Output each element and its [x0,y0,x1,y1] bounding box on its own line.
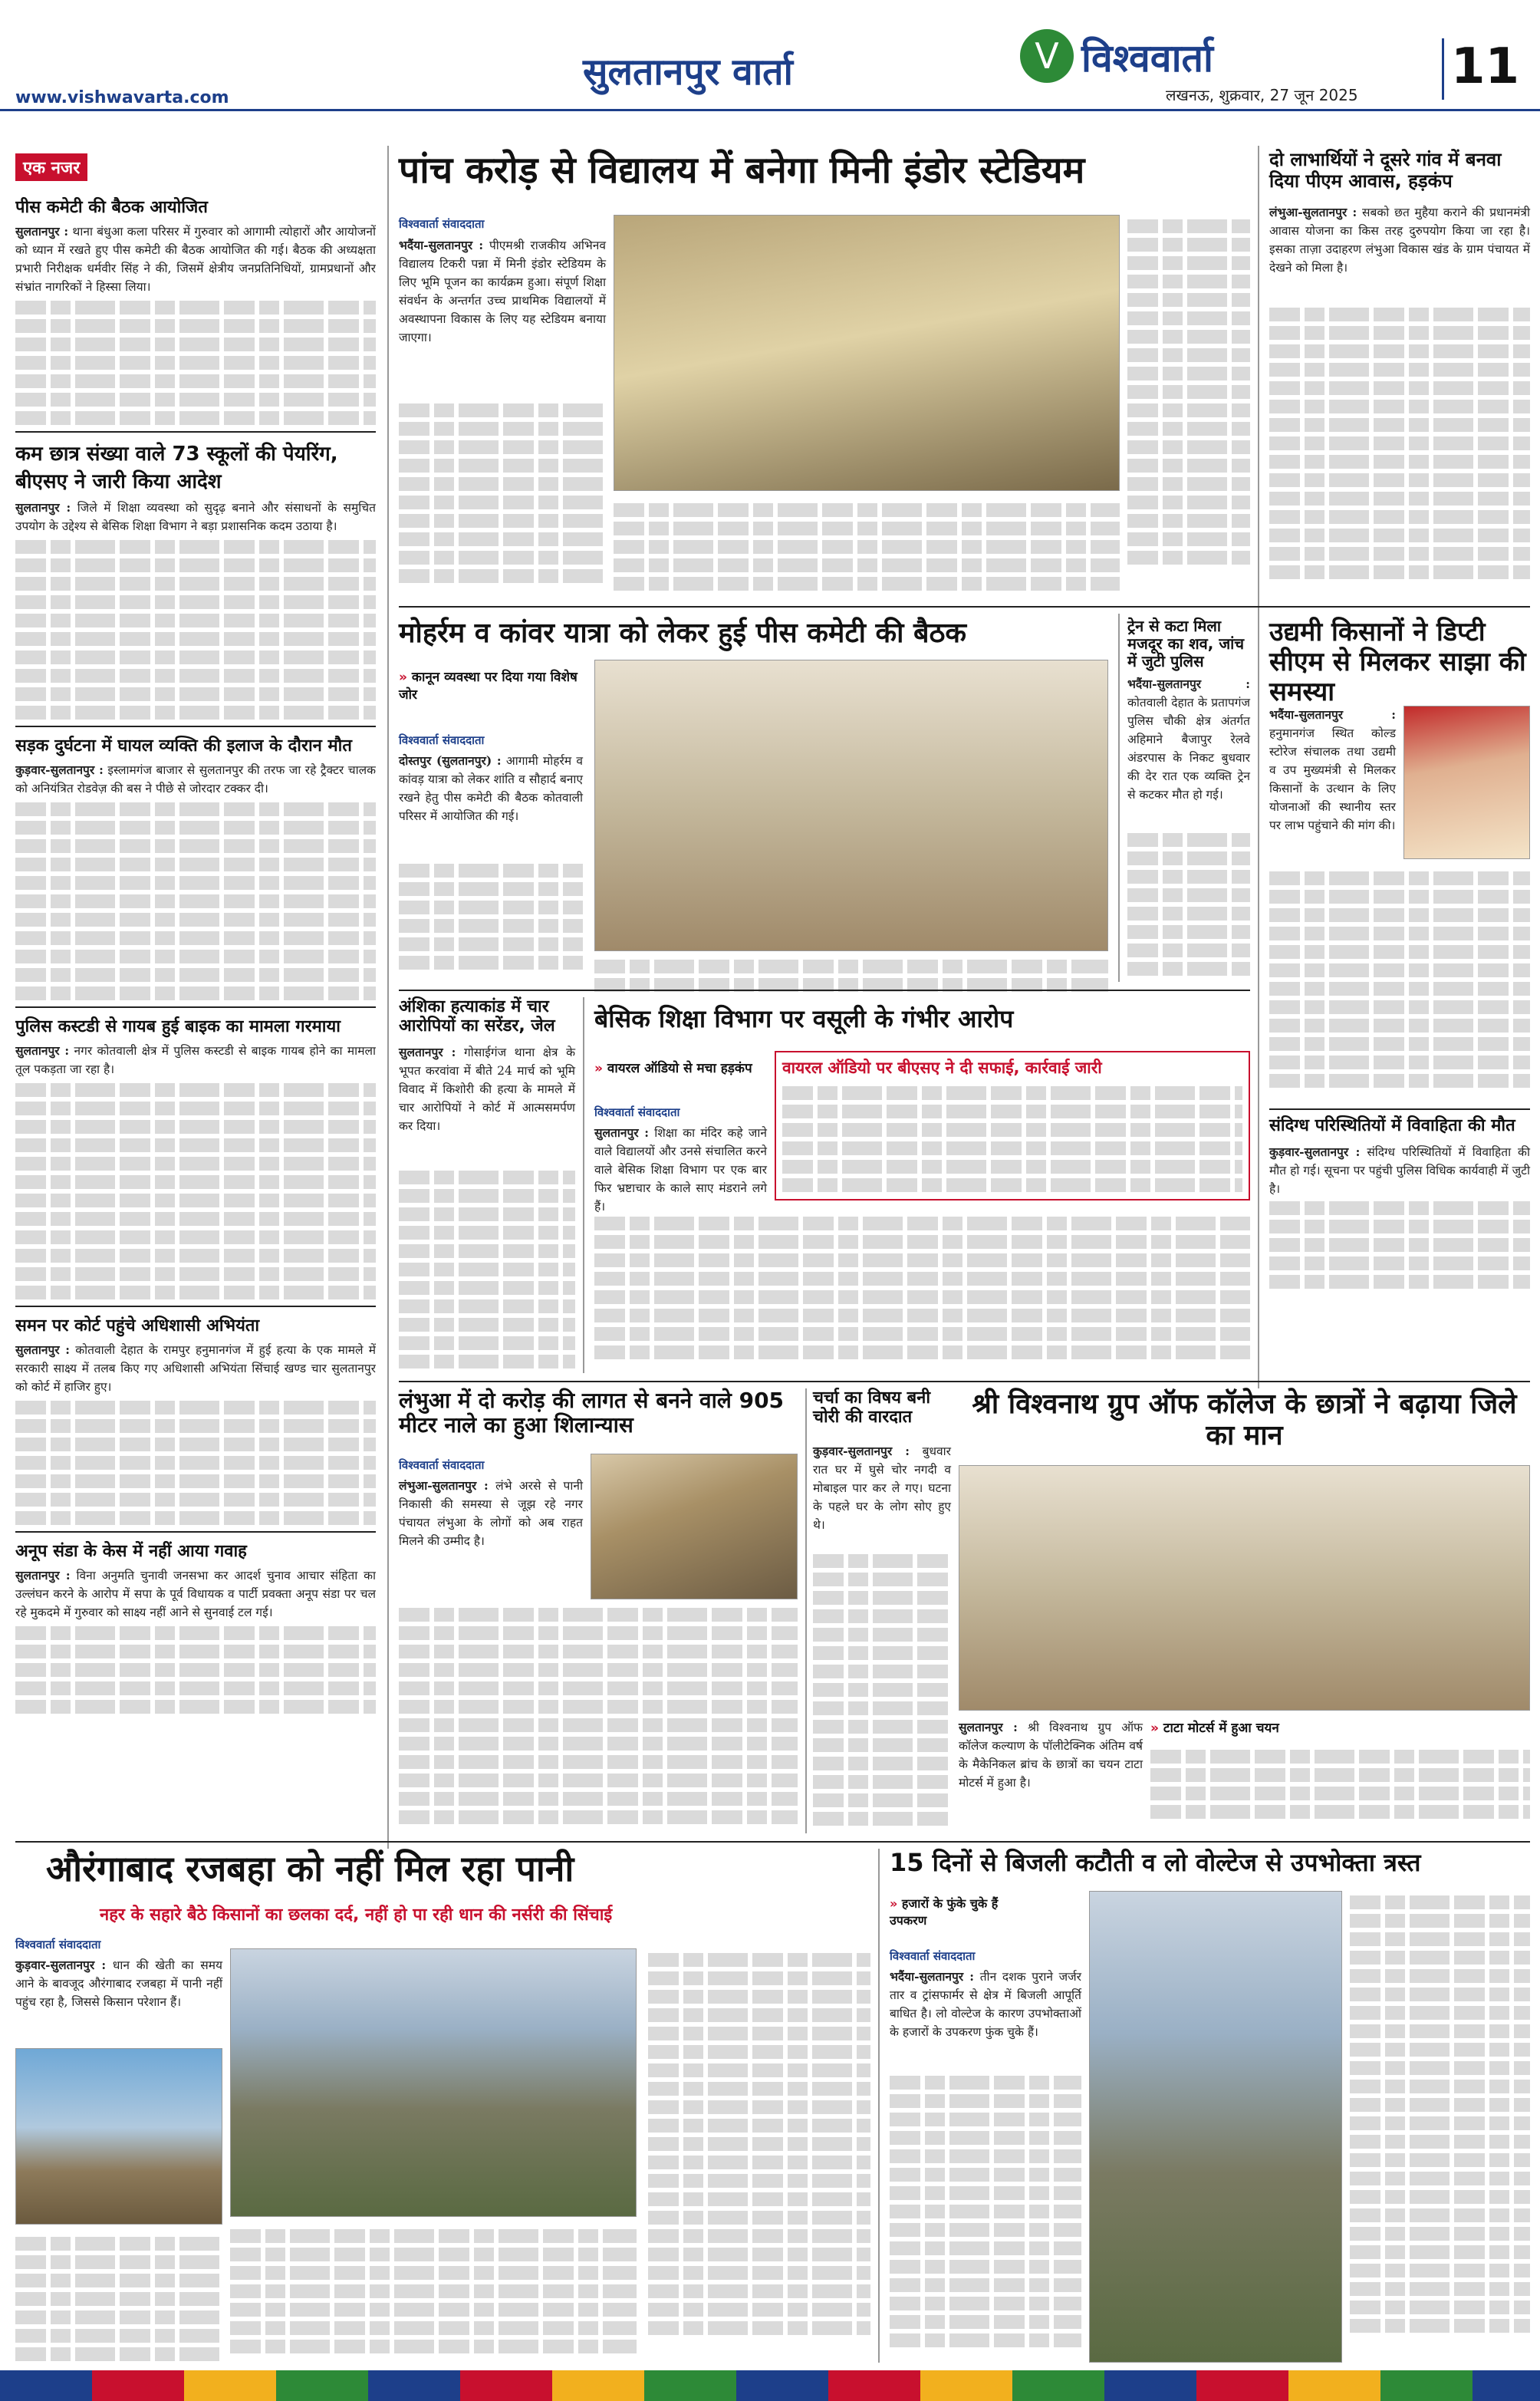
top-story-text [399,236,606,347]
college-lead: सुलतानपुर : [959,1720,1018,1734]
ashika-headline[interactable]: अंशिका हत्याकांड में चार आरोपियों का सरेंडर, जेल [399,997,555,1036]
brief-item [15,1014,376,1299]
brief-text: विना अनुमति चुनावी जनसभा कर आदर्श चुनाव आचार संहिता का उल्लंघन करने के आरोप में सपा के पूर्व विधायक व पार्टी प्रवक्ता अनूप संडा पर चल रहे मुकदमे में गुरुवार को साक्ष्य नहीं आने से सुनवाई टल गई। [15,1569,376,1620]
section-title: सुलतानपुर वार्ता [583,51,793,94]
text-filler [1150,1745,1530,1833]
text-filler [15,301,376,425]
dry-canal-photo [230,1948,637,2217]
basic-shiksha-byline: विश्ववार्ता संवाददाता [594,1105,680,1119]
aurangabad-lead: कुड़वार-सुलतानपुर : [15,1958,107,1972]
brief-item [15,439,376,720]
shilanyas-ceremony-photo [591,1454,798,1599]
muharram-headline[interactable]: मोहर्रम व कांवर यात्रा को लेकर हुई पीस कमेटी की बैठक [399,618,967,649]
rajbaha-canal-photo [15,2048,222,2225]
lambhua-byline: विश्ववार्ता संवाददाता [399,1458,485,1472]
text-filler [1350,1891,1530,2363]
ek-nazar-column [15,153,376,1841]
lambhua-headline[interactable]: लंभुआ में दो करोड़ की लागत से बनने वाले 905 मीटर नाले का हुआ शिलान्यास [399,1388,785,1438]
brand-logo-icon: V [1020,29,1074,83]
ashika-body: गोसाईगंज थाना क्षेत्र के भूपत करवांवा में बीते 24 मार्च को भूमि विवाद में किशोरी की हत्या के मामले में चार आरोपियों ने कोर्ट में आत्मसमर्पण कर दिया। [399,1046,575,1134]
muharram-lead: दोस्तपुर (सुलतानपुर) : [399,753,502,768]
text-filler [230,2225,637,2363]
text-filler [1127,215,1250,598]
muharram-body: आगामी मोहर्रम व कांवड़ यात्रा को लेकर शांति व सौहार्द बनाए रखने हेतु पीस कमेटी की बैठक कोतवाली परिसर में आयोजित की गई। [399,754,583,824]
brief-item [15,1539,376,1714]
brief-lead: सुलतानपुर : [15,224,69,239]
viral-audio-box-title: वायरल ऑडियो पर बीएसए ने दी सफाई, कार्रवाई जारी [782,1059,1102,1077]
brief-title: समन पर कोर्ट पहुंचे अधिशासी अभियंता [15,1316,260,1336]
text-filler [1269,1197,1530,1296]
brief-item [15,1313,376,1525]
text-filler [15,1626,376,1714]
pm-awas-headline[interactable]: दो लाभार्थियों ने दूसरे गांव में बनवा दिया पीएम आवास, हड़कंप [1269,149,1502,192]
power-text [890,1968,1081,2041]
brief-text: इस्लामगंज बाजार से सुलतानपुर की तरफ जा रहे ट्रैक्टर चालक को अनियंत्रित रोडवेज़ की बस ने पीछे से जोरदार टक्कर दी। [15,763,376,796]
aurangabad-byline: विश्ववार्ता संवाददाता [15,1938,101,1951]
ek-nazar-tag: एक नजर [15,153,87,181]
farmers-headline[interactable]: उद्यमी किसानों ने डिप्टी सीएम से मिलकर साझा की समस्या [1269,617,1526,708]
site-url[interactable]: www.vishwavarta.com [15,88,229,107]
basic-shiksha-tag [594,1059,763,1076]
basic-shiksha-text [594,1124,767,1216]
power-lead: भदैंया-सुलतानपुर : [890,1969,975,1984]
brief-item [15,195,376,425]
power-line-field-photo [1089,1891,1342,2363]
brief-lead: सुलतानपुर : [15,500,71,515]
brief-text: नगर कोतवाली क्षेत्र में पुलिस कस्टडी से बाइक गायब होने का मामला तूल पकड़ता जा रहा है। [15,1044,376,1077]
text-filler [594,1212,1250,1373]
brief-title: सड़क दुर्घटना में घायल व्यक्ति की इलाज के दौरान मौत [15,736,352,756]
power-body: तीन दशक पुराने जर्जर तार व ट्रांसफार्मर से क्षेत्र में बिजली आपूर्ति बाधित है। लो वोल्टेज के कारण उपभोक्ताओं के हजारों के उपकरण फुंक चुके हैं। [890,1970,1081,2040]
text-filler [594,955,1108,993]
muharram-byline: विश्ववार्ता संवाददाता [399,733,485,747]
ashika-lead: सुलतानपुर : [399,1045,456,1059]
text-filler [15,802,376,1000]
brief-title: पीस कमेटी की बैठक आयोजित [15,198,208,217]
pm-awas-text [1269,203,1530,277]
suspicious-death-headline[interactable]: संदिग्ध परिस्थितियों में विवाहिता की मौत [1269,1116,1515,1135]
text-filler [1269,303,1530,594]
theft-body: बुधवार रात घर में घुसे चोर नगदी व मोबाइल पार कर ले गए। घटना के पहले घर के लोग सोए हुए थे। [813,1444,951,1533]
top-story-headline[interactable]: पांच करोड़ से विद्यालय में बनेगा मिनी इंडोर स्टेडियम [399,149,1085,192]
text-filler [399,859,583,974]
basic-shiksha-headline[interactable]: बेसिक शिक्षा विभाग पर वसूली के गंभीर आरोप [594,1004,1014,1033]
basic-shiksha-lead: सुलतानपुर : [594,1125,650,1140]
suspicious-death-body: संदिग्ध परिस्थितियों में विवाहिता की मौत हो गई। सूचना पर पहुंची पुलिस विधिक कार्यवाही में जुटी है। [1269,1145,1530,1197]
brief-title: अनूप संडा के केस में नहीं आया गवाह [15,1542,247,1562]
text-filler [890,2071,1081,2363]
text-filler [15,2232,222,2363]
college-tag-text: टाटा मोटर्स में हुआ चयन [1163,1721,1279,1736]
suspicious-death-text [1269,1143,1530,1198]
muharram-text [399,752,583,825]
top-story-byline: विश्ववार्ता संवाददाता [399,217,485,231]
aurangabad-headline[interactable]: औरंगाबाद रजबहा को नहीं मिल रहा पानी [46,1848,574,1889]
brief-item [15,733,376,1000]
deputy-cm-meeting-photo [1403,706,1530,859]
brief-title: पुलिस कस्टडी से गायब हुई बाइक का मामला गरमाया [15,1017,341,1037]
college-headline[interactable]: श्री विश्वनाथ ग्रुप ऑफ कॉलेज के छात्रों ने बढ़ाया जिले का मान [972,1388,1517,1452]
text-filler [15,1083,376,1299]
text-filler [399,1603,798,1833]
theft-text [813,1442,951,1534]
text-filler [15,1401,376,1525]
text-filler [399,399,606,591]
text-filler [782,1082,1242,1197]
peace-committee-meeting-photo [594,660,1108,951]
text-filler [614,499,1120,598]
stadium-bhoomi-pujan-photo [614,215,1120,491]
power-tag-text: हजारों के फुंके चुके हैं उपकरण [890,1896,999,1928]
basic-shiksha-tag-text: वायरल ऑडियो से मचा हड़कंप [607,1061,752,1076]
arrow-icon: » [399,670,407,685]
text-filler [1269,867,1530,1097]
train-lead: भदैंया-सुलतानपुर : [1127,677,1250,691]
train-body: कोतवाली देहात के प्रतापगंज पुलिस चौकी क्षेत्र अंतर्गत अहिमाने बैजापुर रेलवे अंडरपास के निकट बुधवार की देर रात एक व्यक्ति ट्रेन से कटकर मौत हो गई। [1127,696,1250,802]
muharram-tag-text: कानून व्यवस्था पर दिया गया विशेष जोर [399,670,578,703]
farmers-lead: भदैंया-सुलतानपुर : [1269,707,1396,722]
brief-text: थाना बंधुआ कला परिसर में गुरुवार को आगामी त्योहारों और आयोजनों को ध्यान में रखते हुए पीस कमेटी की बैठक आयोजित की गई। बैठक की अध्यक्षता प्रभारी निरीक्षक धर्मवीर सिंह ने की, जिसमें क्षेत्रीय जनप्रतिनिधियों, ग्रामप्रधानों और संभ्रांत नागरिकों ने हिस्सा लिया। [15,225,376,295]
theft-lead: कुड़वार-सुलतानपुर : [813,1444,910,1458]
arrow-icon: » [594,1061,603,1076]
text-filler [15,540,376,720]
arrow-icon: » [1150,1721,1159,1736]
top-story-lead: भदैंया-सुलतानपुर : [399,238,484,252]
arrow-icon: » [890,1896,898,1911]
text-filler [399,1166,575,1373]
pm-awas-lead: लंभुआ-सुलतानपुर : [1269,205,1357,219]
basic-shiksha-body: शिक्षा का मंदिर कहे जाने वाले विद्यालयों और उनसे संचालित करने वाले बेसिक शिक्षा विभाग पर एक बार फिर भ्रष्टाचार के काले साए मंडराने लगे हैं। [594,1126,767,1214]
color-registration-strip [0,2370,1540,2401]
page-number: 11 [1442,38,1526,100]
college-body: श्री विश्वनाथ ग्रुप ऑफ कॉलेज कल्याण के पॉलीटेक्निक अंतिम वर्ष के मैकेनिकल ब्रांच के छात्रों का चयन टाटा मोटर्स में हुआ है। [959,1721,1143,1790]
brief-text: जिले में शिक्षा व्यवस्था को सुदृढ़ बनाने और संसाधनों के समुचित उपयोग के उद्देश्य से बेसिक शिक्षा विभाग ने बड़ा प्रशासनिक कदम उठाया है। [15,501,376,534]
power-byline: विश्ववार्ता संवाददाता [890,1949,976,1963]
brief-title: कम छात्र संख्या वाले 73 स्कूलों की पेयरिंग, बीएसए ने जारी किया आदेश [15,443,338,494]
power-tag [890,1895,1020,1928]
aurangabad-subheadline: नहर के सहारे बैठे किसानों का छलका दर्द, नहीं हो पा रही धान की नर्सरी की सिंचाई [100,1905,613,1925]
lambhua-lead: लंभुआ-सुलतानपुर : [399,1478,489,1493]
suspicious-death-lead: कुड़वार-सुलतानपुर : [1269,1145,1361,1159]
farmers-text [1269,706,1396,835]
brief-text: कोतवाली देहात के रामपुर हनुमानगंज में हुई हत्या के एक मामले में सरकारी साक्ष्य में तलब किए गए अधिशासी अभियंता सिंचाई खण्ड चार सुलतानपुर को कोर्ट में हाजिर हुए। [15,1343,376,1395]
college-text [959,1718,1143,1792]
masthead [0,0,1540,111]
text-filler [648,1948,870,2363]
lambhua-text [399,1477,583,1550]
muharram-tag [399,667,583,703]
theft-headline[interactable]: चर्चा का विषय बनी चोरी की वारदात [813,1388,931,1428]
aurangabad-text [15,1956,222,2011]
ashika-text [399,1043,575,1135]
college-students-group-photo [959,1465,1530,1711]
pm-awas-body: सबको छत मुहैया कराने की प्रधानमंत्री आवास योजना का किस तरह दुरुपयोग किया जा रहा है। इसका ताज़ा उदाहरण लंभुआ विकास खंड के ग्राम पंचायत में देखने को मिला है। [1269,206,1530,275]
edition-date: लखनऊ, शुक्रवार, 27 जून 2025 [1166,86,1358,104]
brief-lead: सुलतानपुर : [15,1043,70,1059]
lambhua-body: लंभे अरसे से पानी निकासी की समस्या से जूझ रहे नगर पंचायत लंभुआ के लोगों को अब राहत मिलने की उम्मीद है। [399,1479,583,1549]
text-filler [813,1550,951,1833]
farmers-body: हनुमानगंज स्थित कोल्ड स्टोरेज संचालक तथा उद्यमी व उप मुख्यमंत्री से मिलकर किसानों के उत्थान के लिए योजनाओं की स्थानीय स्तर पर लाभ पहुंचाने की मांग की। [1269,726,1396,833]
brief-lead: सुलतानपुर : [15,1342,70,1358]
text-filler [1127,828,1250,982]
top-story-body: पीएमश्री राजकीय अभिनव विद्यालय टिकरी पन्ना में मिनी इंडोर स्टेडियम के लिए भूमि पूजन का कार्यक्रम हुआ। संपूर्ण शिक्षा संवर्धन के अन्तर्गत उच्च प्राथमिक विद्यालयों में अवस्थापना विकास के लिए यह स्टेडियम बनाया जाएगा। [399,239,606,345]
brief-lead: कुड़वार-सुलतानपुर : [15,762,104,778]
train-text [1127,675,1250,804]
brief-lead: सुलतानपुर : [15,1568,71,1583]
brand-name: विश्ववार्ता [1081,35,1213,81]
train-headline[interactable]: ट्रेन से कटा मिला मजदूर का शव, जांच में जुटी पुलिस [1127,617,1245,670]
power-headline[interactable]: 15 दिनों से बिजली कटौती व लो वोल्टेज से उपभोक्ता त्रस्त [890,1848,1421,1877]
college-tag [1150,1718,1334,1736]
aurangabad-body: धान की खेती का समय आने के बावजूद औरंगाबाद रजबहा में पानी नहीं पहुंच रहा है, जिससे किसान परेशान हैं। [15,1958,222,2010]
